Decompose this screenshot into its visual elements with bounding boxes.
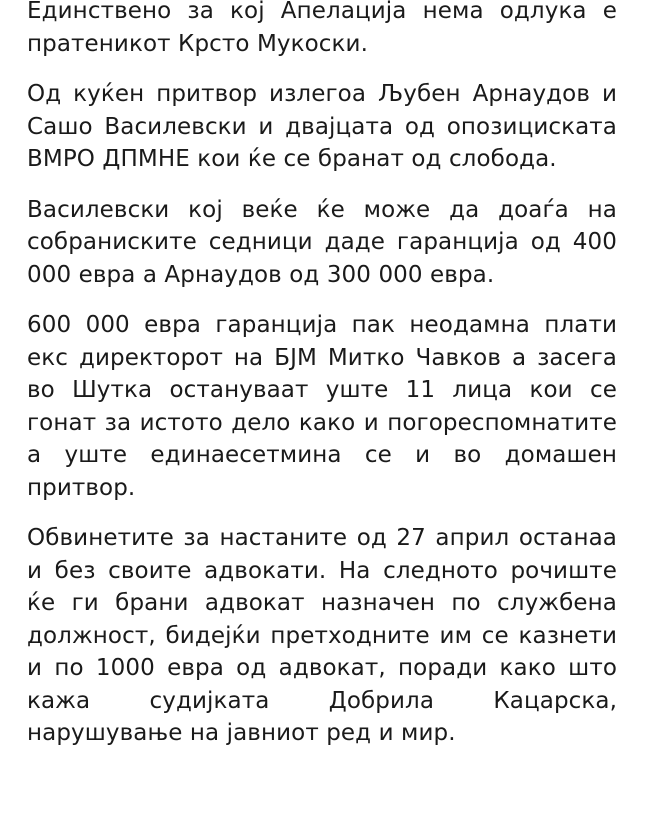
article-paragraph-3: Василевски кој веќе ќе може да доаѓа на собраниските седници даде гаранција од 400 000 евра а Арнаудов од 300 000 евра. <box>27 196 617 288</box>
article-paragraph-4: 600 000 евра гаранција пак неодамна плати екс директорот на БЈМ Митко Чавков а засега во Шутка остануваат уште 11 лица кои се гонат за истото дело како и погореспомнатите а уште единаесетмина се и во домашен притвор. <box>27 312 617 501</box>
article-paragraph-1: Единствено за кој Апелација нема одлука е пратеникот Крсто Мукоски. <box>27 0 617 57</box>
article-body <box>27 0 617 750</box>
article-paragraph-2: Од куќен притвор излегоа Љубен Арнаудов и Сашо Василевски и двајцата од опозициската ВМРО ДПМНЕ кои ќе се бранат од слобода. <box>27 81 617 172</box>
article-paragraph-5: Обвинетите за настаните од 27 април останаа и без своите адвокати. На следното рочиште ќе ги брани адвокат назначен по службена должност, бидејќи претходните им се казнети и по 1000 евра од адвокат, поради како што кажа судијката Добрила Кацарска, нарушување на јавниот ред и мир. <box>27 525 617 746</box>
